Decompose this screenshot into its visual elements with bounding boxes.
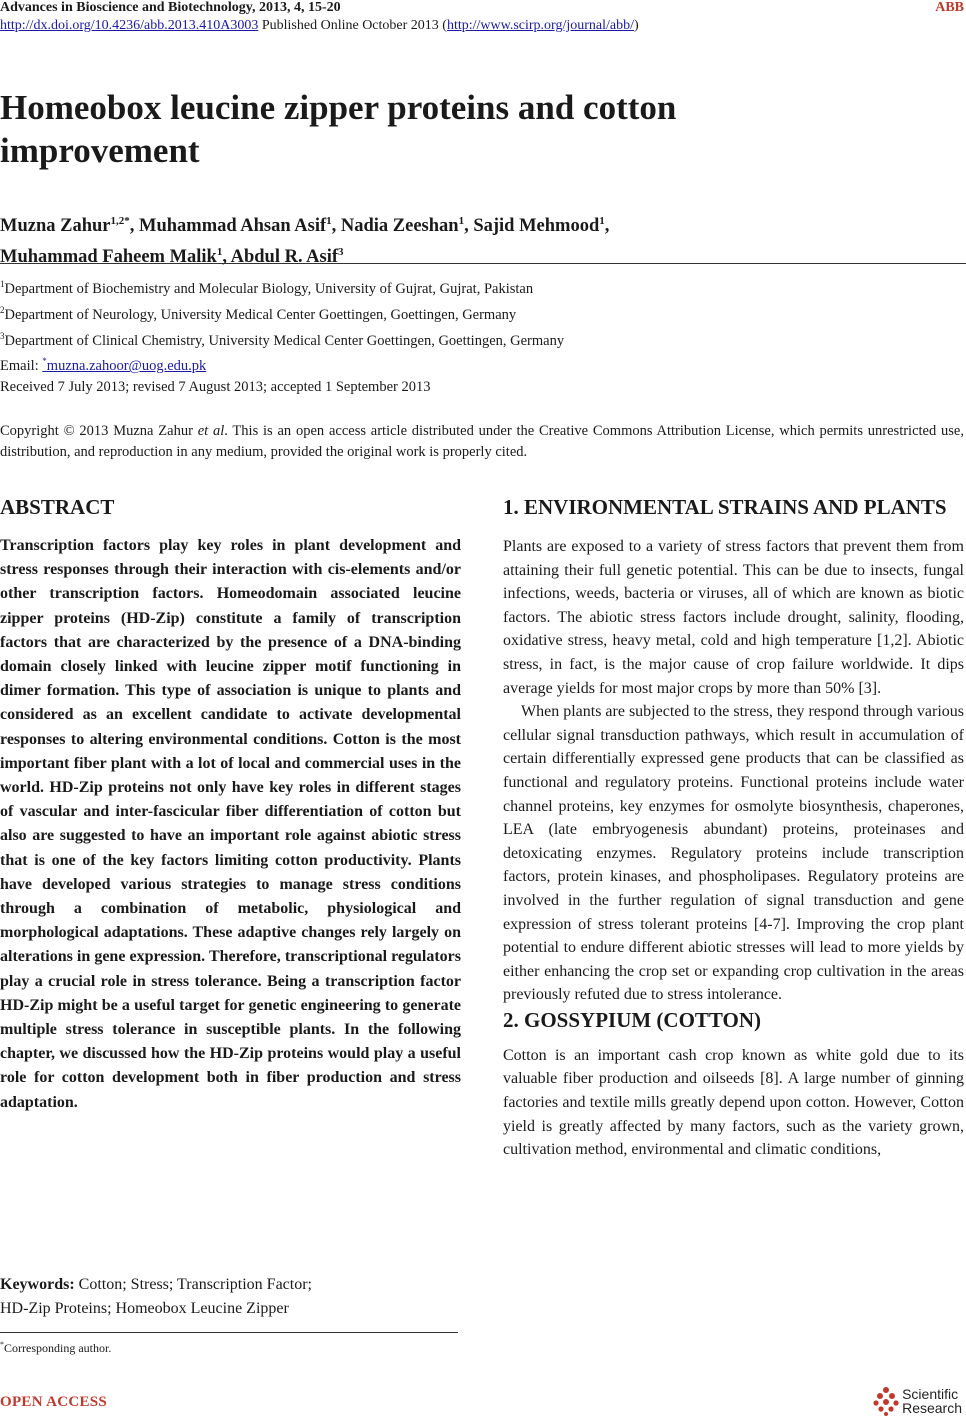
- keywords: [0, 1273, 461, 1321]
- abstract-body: Transcription factors play key roles in plant development and stress responses through their interaction with cis-elements and/or other transcription factors. Homeodomain associated leucine zipper proteins (HD-Zip) constitute a family of transcription factors that are characterized by the presence of a DNA-binding domain closely linked with leucine zipper motif functioning in dimer formation. This type of association is unique to plants and considered as an excellent candidate to activate developmental responses to altering environmental conditions. Cotton is the most important fiber plant with a lot of local and commercial uses in the world. HD-Zip proteins not only have key roles in different stages of vascular and inter-fascicular fiber differentiation of cotton but also are suggested to have an important role against abiotic stress that is one of the key factors limiting cotton productivity. Plants have developed various strategies to manage stress conditions through a combination of metabolic, physiological and morphological adaptations. These adaptive changes rely largely on alterations in gene expression. Therefore, transcriptional regulators play a crucial role in stress tolerance. Being a transcription factor HD-Zip might be a useful target for genetic engineering to generate multiple stress tolerance in susceptible plants. In the following chapter, we discussed how the HD-Zip proteins would play a useful role for cotton development both in fiber production and stress adaptation.: [0, 537, 461, 1111]
- section-1-paragraph: Plants are exposed to a variety of stress factors that prevent them from attaining their full genetic potential. This can be due to insects, fungal infections, weeds, bacteria or viruses, all of which are known as biotic factors. The abiotic stress factors include drought, salinity, flooding, oxidative stress, heavy metal, cold and high temperature [1,2]. Abiotic stress, in fact, is the major cause of crop failure worldwide. It dips average yields for most major crops by more than 50% [3].: [503, 538, 964, 697]
- journal-site-link[interactable]: http://www.scirp.org/journal/abb/: [446, 18, 634, 33]
- email-link[interactable]: [42, 358, 206, 374]
- affiliation-sup: 2: [0, 304, 5, 315]
- section-1-paragraph: When plants are subjected to the stress, they respond through various cellular signal transduction pathways, which result in accumulation of certain differentially expressed gene products that can be classified as functional and regulatory proteins. Functional proteins include water channel proteins, key enzymes for osmolyte biosynthesis, chaperones, LEA (late embryogenesis abundant) proteins, proteinases and detoxicating enzymes. Regulatory proteins include transcription factors, protein kinases, and phospholipases. Regulatory proteins are involved in the further regulation of signal transduction and gene expression of stress tolerant proteins [4-7]. Improving the crop plant potential to endure different abiotic stresses will lead to more yields by either enhancing the crop set or expanding crop cultivation in the areas previously refuted due to stress intolerance.: [503, 703, 964, 1004]
- affiliation-sup: 1: [0, 279, 5, 289]
- author-sep: ,: [464, 216, 474, 237]
- footnote-divider: [0, 1332, 458, 1333]
- email-label: Email:: [0, 358, 43, 375]
- affiliation: [0, 326, 564, 352]
- copyright-text: . This is an open access article distributed under the Creative Commons Attribution License, which permits unrestricted use, distribution, and reproduction in any medium, provided the original work is properly cited.: [0, 423, 964, 460]
- header-divider: [0, 263, 966, 264]
- right-column: [503, 494, 964, 1162]
- author-sep: ,: [604, 216, 610, 237]
- author-affil-sup: 1: [326, 215, 332, 227]
- author: Muzna Zahur: [0, 216, 111, 237]
- author: Abdul R. Asif: [230, 247, 339, 268]
- author-list: [0, 208, 609, 270]
- affiliation: [0, 300, 564, 326]
- keywords-line: HD-Zip Proteins; Homeobox Leucine Zipper: [0, 1300, 289, 1317]
- author-affil-sup: 1: [216, 246, 223, 259]
- published-text: Published Online October 2013 (: [258, 18, 447, 33]
- affiliation-text: Department of Biochemistry and Molecular Biology, University of Gujrat, Gujrat, Pakistan: [4, 280, 534, 297]
- email-sup: *: [42, 356, 47, 367]
- section-2-heading: 2. GOSSYPIUM (COTTON): [503, 1007, 762, 1032]
- article-title: Homeobox leucine zipper proteins and cotton improvement: [0, 88, 677, 170]
- author-sep: ,: [222, 247, 231, 268]
- affiliation-text: Department of Neurology, University Medical Center Goettingen, Goettingen, Germany: [4, 306, 517, 323]
- author-affil-sup: 3: [338, 246, 344, 259]
- logo-line: Scientific: [902, 1386, 959, 1402]
- copyright-text: Copyright © 2013 Muzna Zahur: [0, 423, 198, 439]
- author: Sajid Mehmood: [473, 216, 600, 237]
- email-line: [0, 351, 564, 377]
- logo-text: [902, 1387, 962, 1415]
- doi-link[interactable]: http://dx.doi.org/10.4236/abb.2013.410A3003: [0, 18, 259, 33]
- footnote-text: Corresponding author.: [4, 1341, 112, 1355]
- close-paren: ): [633, 18, 639, 33]
- open-access-label: OPEN ACCESS: [0, 1394, 108, 1410]
- received-dates: Received 7 July 2013; revised 7 August 2013; accepted 1 September 2013: [0, 379, 431, 395]
- publisher-logo: [873, 1386, 962, 1416]
- footnote-sup: *: [0, 1340, 4, 1349]
- copyright-etal: et al: [197, 423, 225, 439]
- left-column: [0, 494, 461, 1115]
- section-1-heading: 1. ENVIRONMENTAL STRAINS AND PLANTS: [503, 495, 947, 519]
- corresponding-author-note: [0, 1340, 111, 1356]
- author-sep: ,: [129, 216, 140, 237]
- publication-line: [0, 18, 639, 34]
- keywords-line: Cotton; Stress; Transcription Factor;: [78, 1276, 312, 1293]
- affiliation-text: Department of Clinical Chemistry, University Medical Center Goettingen, Goettingen, Germany: [4, 332, 565, 349]
- author-affil-sup: 1: [599, 215, 605, 227]
- abstract-heading: ABSTRACT: [0, 495, 115, 519]
- author-sep: ,: [331, 216, 341, 237]
- author: Nadia Zeeshan: [340, 216, 459, 237]
- journal-abbr: ABB: [935, 0, 964, 15]
- email-address: muzna.zahoor@uog.edu.pk: [46, 358, 207, 375]
- author-affil-sup: 1: [458, 215, 465, 227]
- journal-citation: Advances in Bioscience and Biotechnology, 2013, 4, 15-20: [0, 0, 341, 15]
- affiliation-sup: 3: [0, 330, 5, 341]
- author-affil-sup: 1,2*: [110, 215, 130, 227]
- copyright-notice: [0, 421, 964, 462]
- logo-line: Research: [902, 1400, 962, 1416]
- author: Muhammad Ahsan Asif: [139, 216, 327, 237]
- author: Muhammad Faheem Malik: [0, 247, 217, 268]
- section-2-paragraph: Cotton is an important cash crop known as white gold due to its valuable fiber production and oilseeds [8]. A large number of ginning factories and textile mills greatly depend upon cotton. However, Cotton yield is greatly affected by many factors, such as the variety grown, cultivation method, environmental and climatic conditions,: [503, 1046, 964, 1159]
- keywords-label: Keywords:: [0, 1276, 79, 1293]
- affiliations: [0, 274, 564, 377]
- scientific-research-logo-icon: [873, 1386, 899, 1416]
- affiliation: [0, 274, 564, 300]
